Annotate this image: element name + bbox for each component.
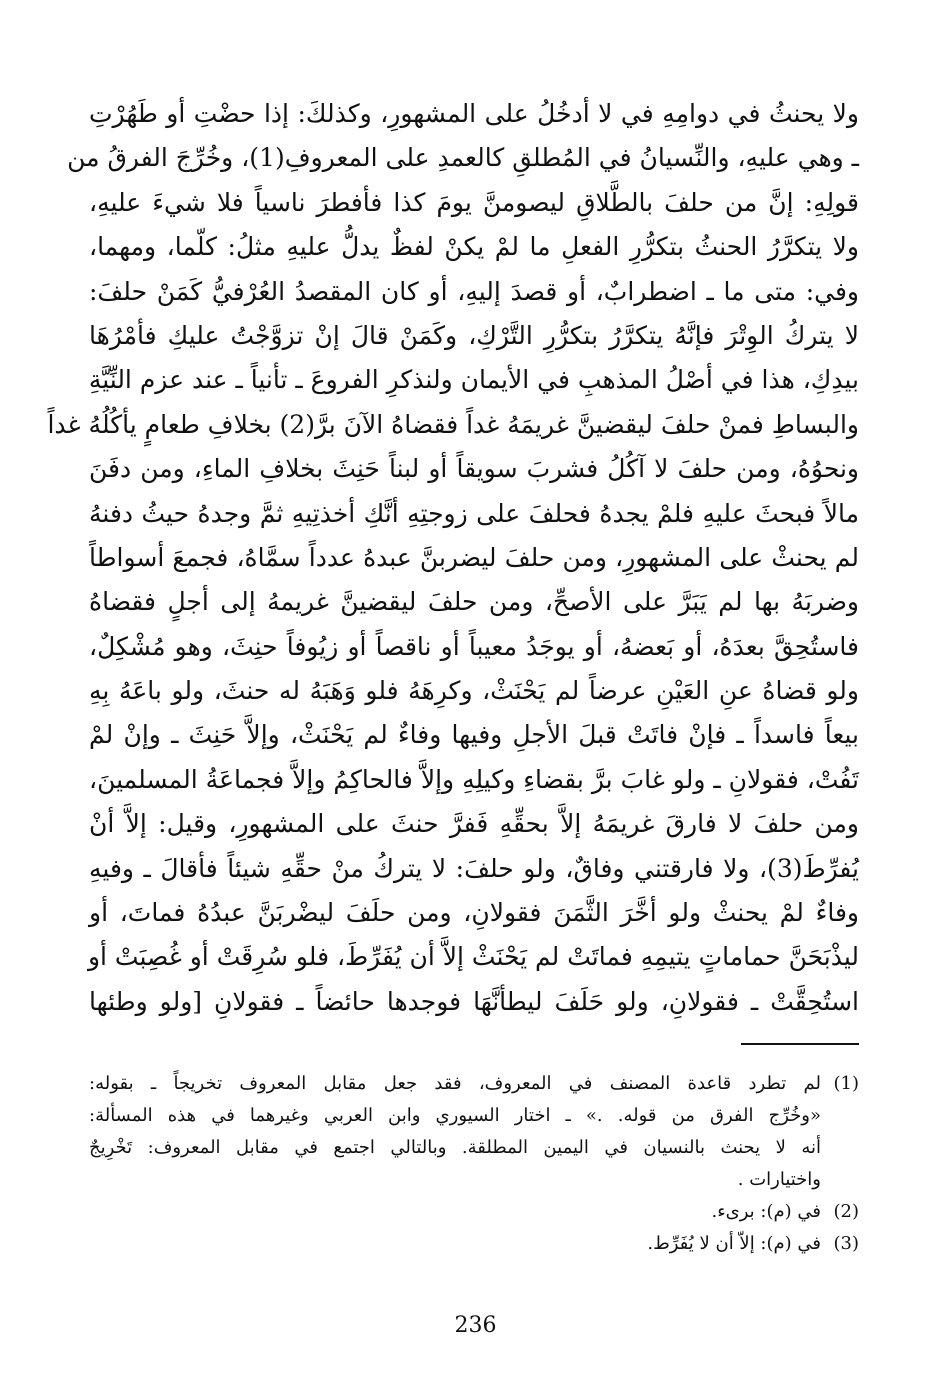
footnote-line: أنه لا يحنث بالنسيان في اليمين المطلقة. وبالتالي اجتمع في مقابل المعروف: تَخْرِيجٌ xyxy=(89,1137,821,1158)
footnote xyxy=(89,1068,859,1196)
text-line: ومن حلفَ لا فارقَ غريمَهُ إلاَّ بحقِّهِ فَفرَّ حنثَ على المشهورِ، وقيل: إلاَّ أنْ xyxy=(89,809,859,839)
text-line: بيدِكِ، هذا في أصْلُ المذهبِ في الأيمان ولنذكرِ الفروعَ ـ تأنياً ـ عند عزم النِّيَّةِ xyxy=(88,365,859,395)
footnote xyxy=(89,1228,859,1260)
footnote-separator xyxy=(741,1043,859,1045)
footnote-line: في (م): برىء. xyxy=(711,1201,821,1222)
text-line: استُحِقَّتْ ـ فقولانِ، ولو حَلَفَ ليطأنَّهَا فوجدها حائضاً ـ فقولانِ [ولو وطئها xyxy=(89,986,859,1016)
footnote-number: (1) xyxy=(833,1073,859,1094)
text-line: ـ وهي عليهِ، والنِّسيانُ في المُطلقِ كالعمدِ على المعروفِ(1)، وخُرِّجَ الفرقُ من xyxy=(67,143,859,173)
text-line: يُفرِّطَ(3)، ولا فارقتني وفاقٌ، ولو حلفَ: لا يتركُ منْ حقِّهِ شيئاً فأقالَ ـ وفيهِ xyxy=(89,853,859,883)
footnote-line: «وخُرِّج الفرق من قوله. .» ـ اختار السيوري وابن العربي وغيرهما في هذه المسألة: xyxy=(89,1105,821,1126)
footnote-text xyxy=(89,1228,821,1260)
text-line: وضربَهُ بها لم يَبَرَّ على الأصحِّ، ومن حلفَ ليقضينَّ غريمهُ إلى أجلٍ فقضاهُ xyxy=(89,587,859,617)
footnote-text xyxy=(89,1068,821,1196)
text-line: لا يتركُ الوِتْرَ فإنَّهُ يتكرَّرُ بتكرُّرِ التَّرْكِ، وكَمَنْ قالَ إنْ تزوَّجْتُ عليكِ فأمْرُهَا xyxy=(89,320,859,350)
footnote-number: (3) xyxy=(833,1233,859,1254)
text-line: ولا يحنثُ في دوامِهِ في لا أدخُلُ على المشهورِ، وكذلكَ: إذا حضْتِ أو طَهُرْتِ xyxy=(89,99,859,128)
text-line: والبساطِ فمنْ حلفَ ليقضينَّ غريمَهُ غداً فقضاهُ الآنَ برَّ(2) بخلافِ طعامٍ يأكُلُهُ غداً xyxy=(47,409,859,439)
footnote-text xyxy=(89,1196,821,1228)
footnote xyxy=(89,1196,859,1228)
text-line: فاستُحِقَّ بعدَهُ، أو بَعضهُ، أو يوجَدُ معيباً أو ناقصاً أو زيُوفاً حنِثَ، وهو مُشْكِلٌ، xyxy=(89,631,859,661)
text-line: ونحوُهُ، ومن حلفَ لا آكُلُ فشربَ سويقاً أو لبناً حَنِثَ بخلافِ الماءِ، ومن دفَنَ xyxy=(89,454,859,484)
footnote-line: لم تطرد قاعدة المصنف في المعروف، فقد جعل مقابل المعروف تخريجاً ـ بقوله: xyxy=(89,1073,821,1094)
text-line: ولو قضاهُ عنِ العَيْنِ عرضاً لم يَحْنَثْ، وكرِهَهُ فلو وَهَبَهُ له حنثَ، ولو باعَهُ بِهِ xyxy=(89,676,859,706)
text-line: ليذْبَحَنَّ حماماتٍ يتيمِهِ فماتَتْ لم يَحْنَثْ إلاَّ أن يُفَرِّطَ، فلو سُرِقَتْ أو غُصِبَتْ أو xyxy=(87,942,859,972)
text-line: تَفُتْ، فقولانِ ـ ولو غابَ برَّ بقضاءِ وكيلِهِ وإلاَّ فالحاكِمُ وإلاَّ فجماعَةُ المسلمينَ، xyxy=(89,764,859,794)
footnote-line: واختيارات . xyxy=(737,1169,821,1190)
main-text-block xyxy=(47,92,859,1024)
text-line: قولِهِ: إنَّ من حلفَ بالطَّلاقِ ليصومنَّ يومَ كذا فأفطرَ ناسياً فلا شيءَ عليهِ، xyxy=(89,187,859,217)
text-line: مالاً فبحثَ عليهِ فلمْ يجدهُ فحلفَ على زوجتِهِ أنَّكِ أخذتِيهِ ثمَّ وجدهُ حيثُ دفنهُ xyxy=(89,498,859,528)
text-line: وفي: متى ما ـ اضطرابٌ، أو قصدَ إليهِ، أو كان المقصدُ العُرْفيُّ كَمَنْ حلفَ: xyxy=(89,276,859,306)
text-line: وفاءٌ لمْ يحنثْ ولو أخَّرَ الثَّمَنَ فقولانِ، ومن حلَفَ ليضْربَنَّ عبدُهُ فماتَ، أو xyxy=(89,898,859,928)
footnote-line: في (م): إلاّ أن لا يُفَرِّط. xyxy=(647,1233,821,1254)
footnote-number: (2) xyxy=(833,1201,859,1222)
page-number: 236 xyxy=(454,1313,497,1338)
text-line: بيعاً فاسداً ـ فإنْ فاتَتْ قبلَ الأجلِ وفيها وفاءٌ لم يَحْنَثْ، وإلاَّ حَنِثَ ـ وإنْ لمْ xyxy=(89,720,859,750)
text-line: لم يحنثْ على المشهورِ، ومن حلفَ ليضربنَّ عبدهُ عدداً سمَّاهُ، فجمعَ أسواطاً xyxy=(89,542,859,572)
text-line: ولا يتكرَّرُ الحنثُ بتكرُّرِ الفعلِ ما لمْ يكنْ لفظٌ يدلُّ عليهِ مثلُ: كلّما، ومهما، xyxy=(89,232,859,262)
footnotes-block xyxy=(89,1068,859,1260)
